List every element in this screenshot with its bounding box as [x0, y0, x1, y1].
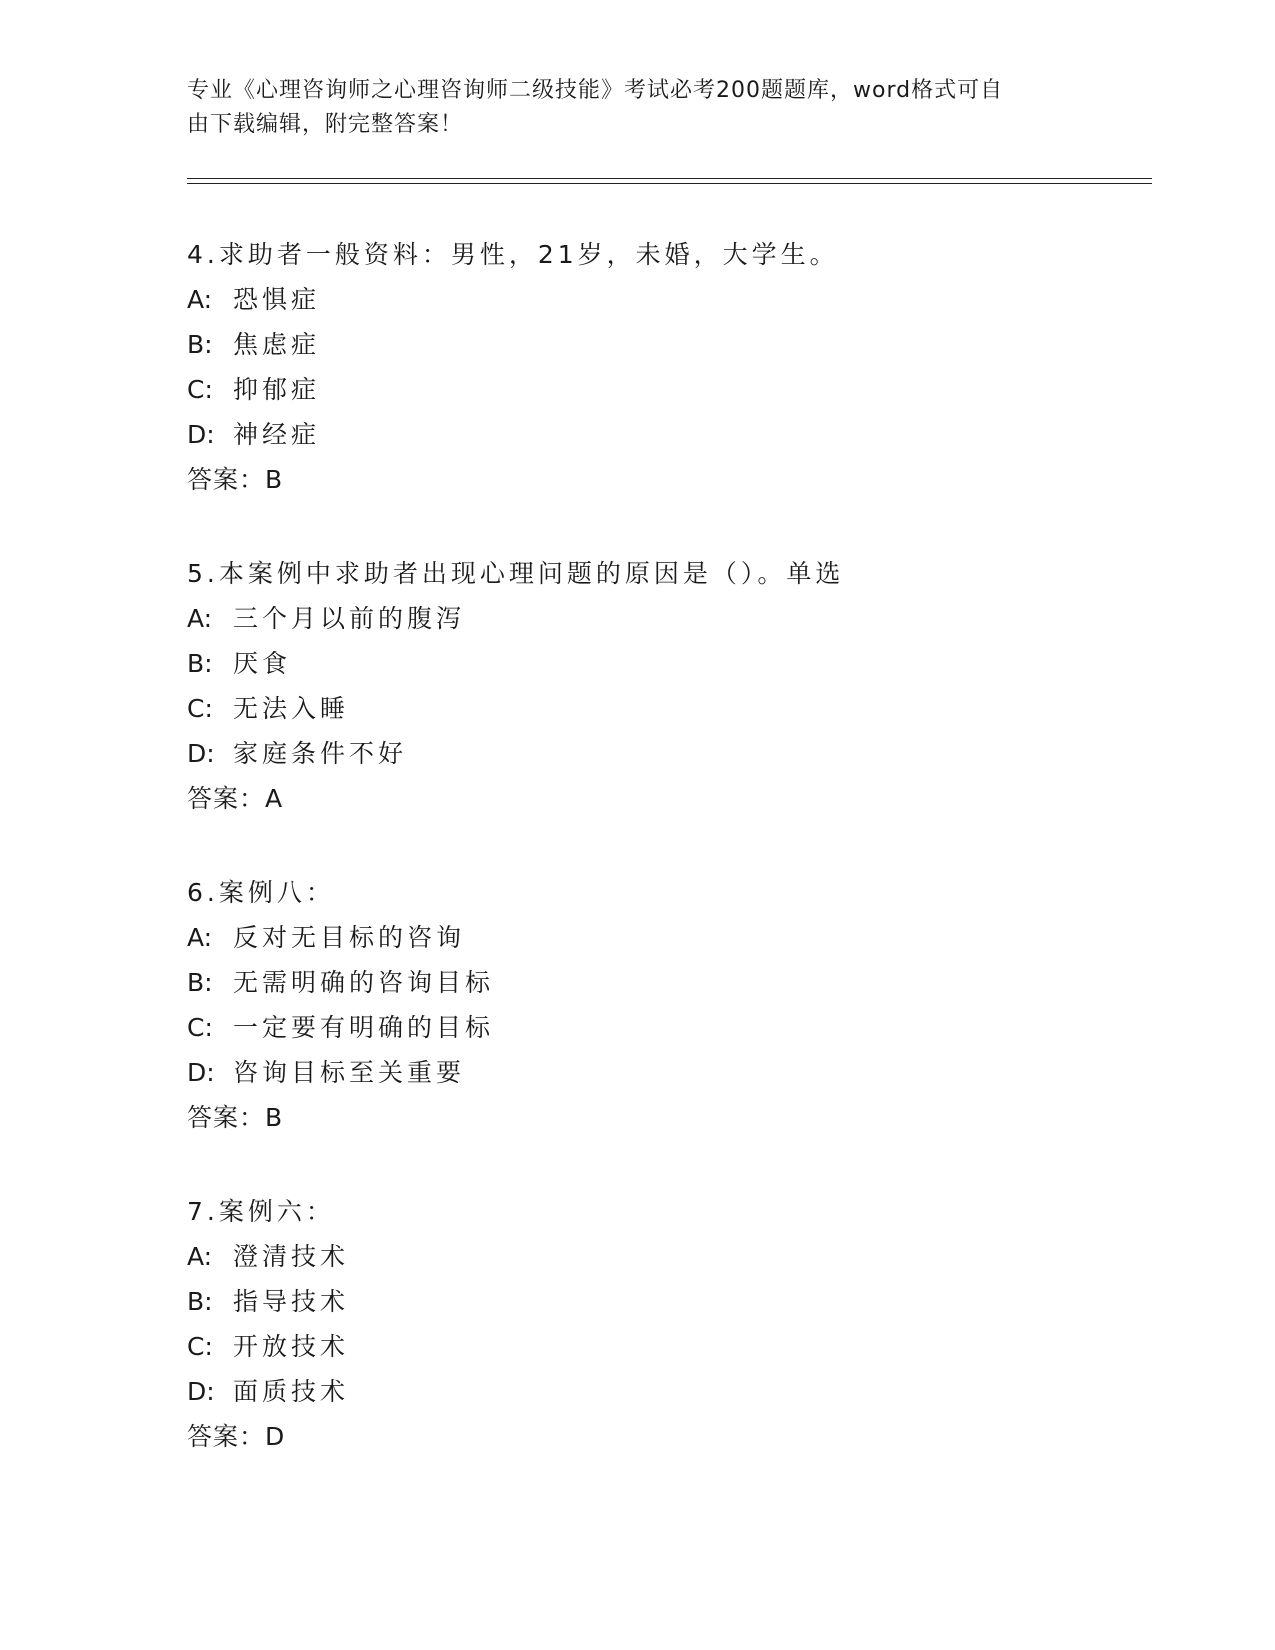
option-c — [187, 1324, 1087, 1369]
option-text: 神经症 — [233, 420, 321, 449]
option-b — [187, 960, 1087, 1005]
option-b — [187, 641, 1087, 686]
option-key: B: — [187, 1287, 213, 1316]
option-a — [187, 596, 1087, 641]
option-key: A: — [187, 1242, 213, 1271]
option-text: 开放技术 — [233, 1332, 350, 1361]
option-b — [187, 1279, 1087, 1324]
question-4 — [187, 232, 1087, 502]
option-d — [187, 412, 1087, 457]
question-stem: 7.案例六： — [187, 1197, 335, 1226]
option-text: 反对无目标的咨询 — [233, 923, 466, 952]
option-d — [187, 1050, 1087, 1095]
option-a — [187, 1234, 1087, 1279]
question-7 — [187, 1189, 1087, 1459]
option-text: 指导技术 — [233, 1287, 350, 1316]
option-text: 抑郁症 — [233, 375, 321, 404]
option-d — [187, 1369, 1087, 1414]
option-key: D: — [187, 1058, 215, 1087]
option-text: 面质技术 — [233, 1377, 350, 1406]
option-key: C: — [187, 375, 213, 404]
option-text: 厌食 — [233, 649, 292, 678]
question-stem: 4.求助者一般资料：男性，21岁，未婚，大学生。 — [187, 240, 839, 269]
header-line-2: 由下载编辑，附完整答案！ — [187, 112, 464, 137]
answer-line: 答案：A — [187, 784, 284, 813]
option-key: D: — [187, 420, 215, 449]
option-key: A: — [187, 285, 213, 314]
option-text: 焦虑症 — [233, 330, 321, 359]
option-key: C: — [187, 694, 213, 723]
option-c — [187, 1005, 1087, 1050]
answer-line: 答案：B — [187, 465, 284, 494]
option-text: 三个月以前的腹泻 — [233, 604, 466, 633]
option-c — [187, 686, 1087, 731]
question-5 — [187, 551, 1087, 821]
option-text: 恐惧症 — [233, 285, 321, 314]
option-key: D: — [187, 1377, 215, 1406]
option-b — [187, 322, 1087, 367]
option-key: D: — [187, 739, 215, 768]
option-key: B: — [187, 649, 213, 678]
header-divider-top — [187, 178, 1152, 179]
option-text: 一定要有明确的目标 — [233, 1013, 495, 1042]
option-text: 澄清技术 — [233, 1242, 350, 1271]
option-a — [187, 915, 1087, 960]
option-key: B: — [187, 330, 213, 359]
question-stem: 6.案例八： — [187, 878, 335, 907]
option-text: 无法入睡 — [233, 694, 350, 723]
option-text: 家庭条件不好 — [233, 739, 408, 768]
header-divider-bottom — [187, 183, 1152, 184]
option-a — [187, 277, 1087, 322]
document-header — [187, 74, 1087, 142]
option-key: A: — [187, 604, 213, 633]
option-c — [187, 367, 1087, 412]
answer-line: 答案：B — [187, 1103, 284, 1132]
option-key: B: — [187, 968, 213, 997]
option-text: 咨询目标至关重要 — [233, 1058, 466, 1087]
option-d — [187, 731, 1087, 776]
header-line-1: 专业《心理咨询师之心理咨询师二级技能》考试必考200题题库，word格式可自 — [187, 78, 1004, 103]
question-stem: 5.本案例中求助者出现心理问题的原因是（）。单选 — [187, 559, 845, 588]
option-key: C: — [187, 1332, 213, 1361]
question-6 — [187, 870, 1087, 1140]
option-text: 无需明确的咨询目标 — [233, 968, 495, 997]
answer-line: 答案：D — [187, 1422, 286, 1451]
option-key: A: — [187, 923, 213, 952]
option-key: C: — [187, 1013, 213, 1042]
